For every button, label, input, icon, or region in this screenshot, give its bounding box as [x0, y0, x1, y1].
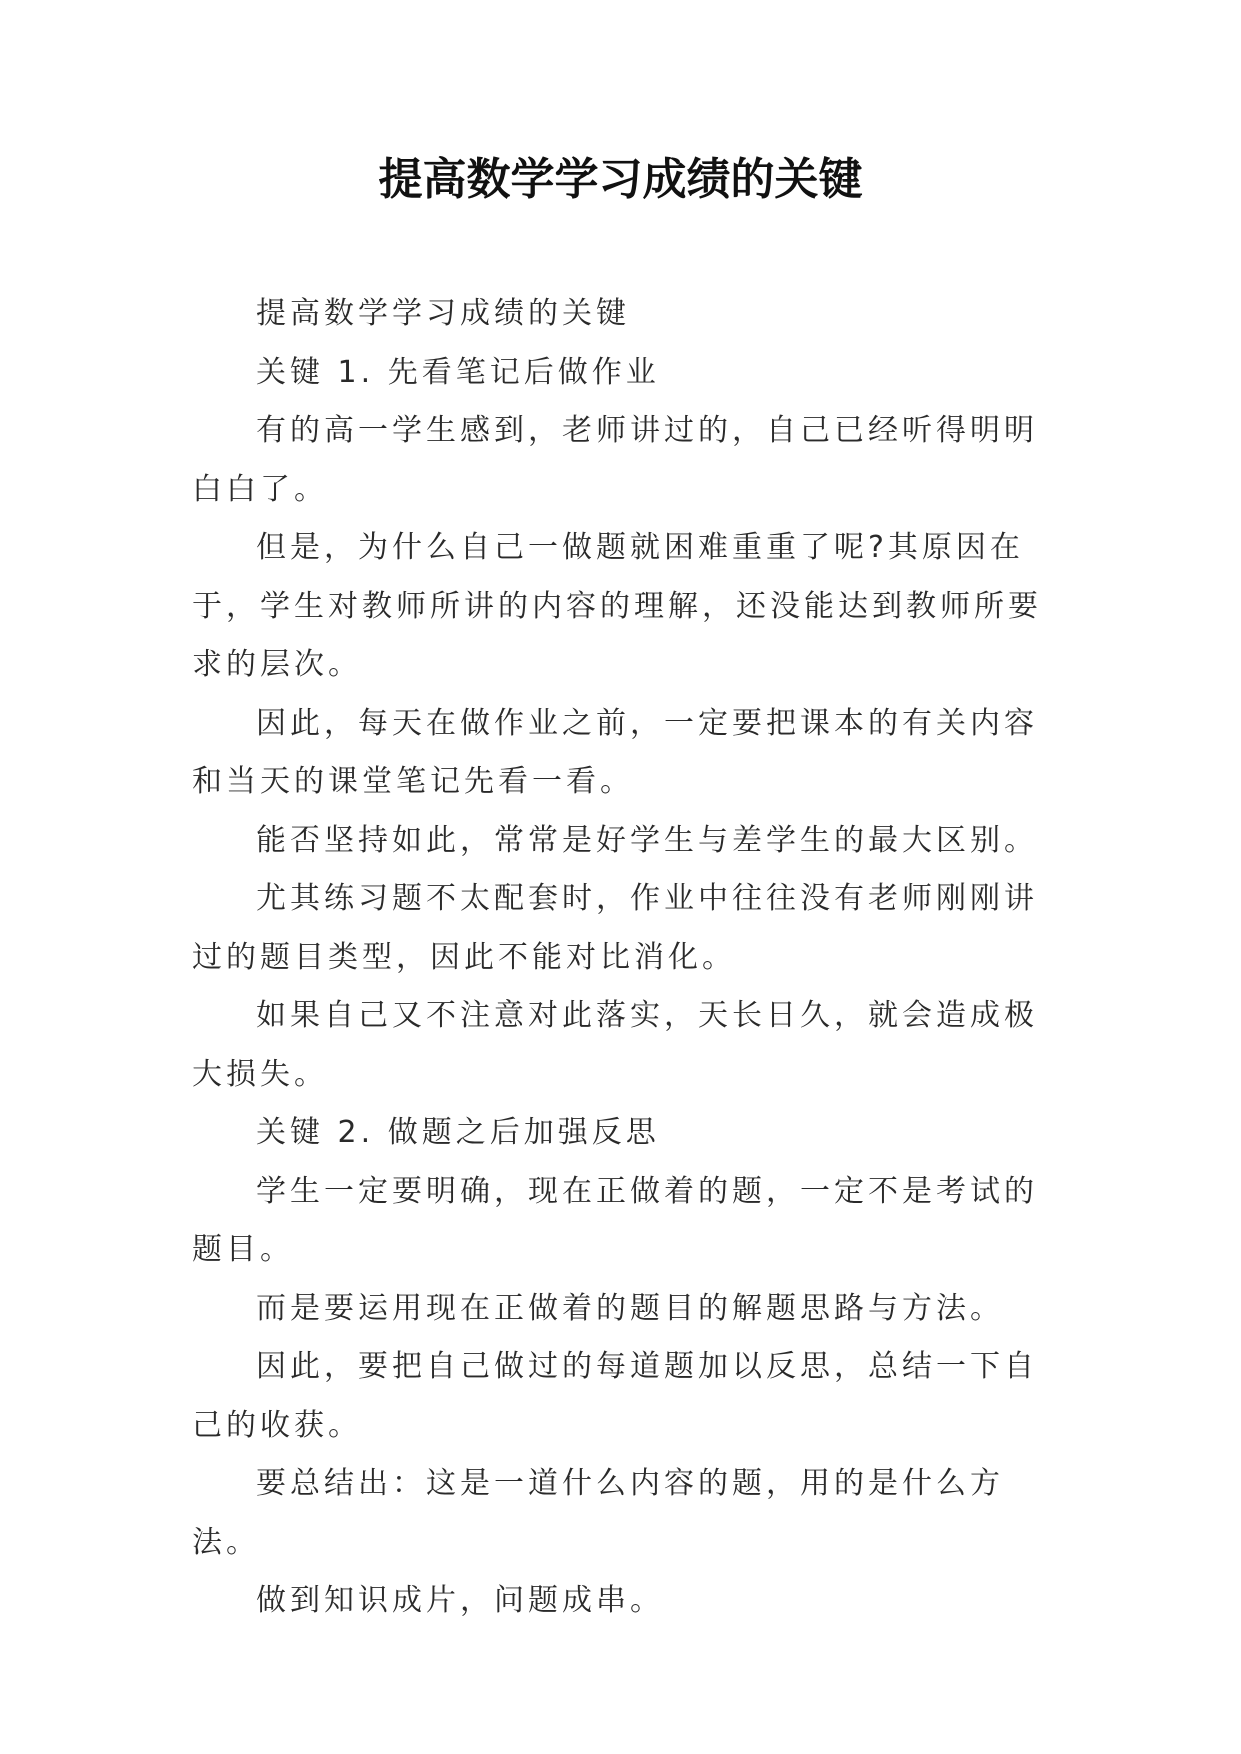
paragraph: 而是要运用现在正做着的题目的解题思路与方法。 [256, 1290, 1004, 1326]
paragraph: 如果自己又不注意对此落实，天长日久，就会造成极大损失。 [192, 998, 1038, 1092]
paragraph: 有的高一学生感到，老师讲过的，自己已经听得明明白白了。 [192, 413, 1038, 507]
paragraph: 学生一定要明确，现在正做着的题，一定不是考试的题目。 [192, 1173, 1038, 1267]
document-body [192, 285, 1062, 1631]
paragraph-subtitle: 提高数学学习成绩的关键 [256, 296, 630, 331]
paragraph: 尤其练习题不太配套时，作业中往往没有老师刚刚讲过的题目类型，因此不能对比消化。 [192, 881, 1038, 975]
paragraph: 做到知识成片，问题成串。 [256, 1583, 664, 1618]
paragraph: 因此，要把自己做过的每道题加以反思，总结一下自己的收获。 [192, 1349, 1038, 1443]
paragraph: 因此，每天在做作业之前，一定要把课本的有关内容和当天的课堂笔记先看一看。 [192, 705, 1038, 799]
paragraph: 但是，为什么自己一做题就困难重重了呢?其原因在于，学生对教师所讲的内容的理解，还没能达到教师所要求的层次。 [192, 530, 1042, 682]
document-title: 提高数学学习成绩的关键 [378, 154, 863, 205]
paragraph-key-1-heading: 关键 1. 先看笔记后做作业 [256, 354, 660, 390]
paragraph: 能否坚持如此，常常是好学生与差学生的最大区别。 [256, 822, 1038, 858]
paragraph-key-2-heading: 关键 2. 做题之后加强反思 [256, 1115, 660, 1150]
paragraph: 要总结出：这是一道什么内容的题，用的是什么方法。 [192, 1466, 1004, 1560]
